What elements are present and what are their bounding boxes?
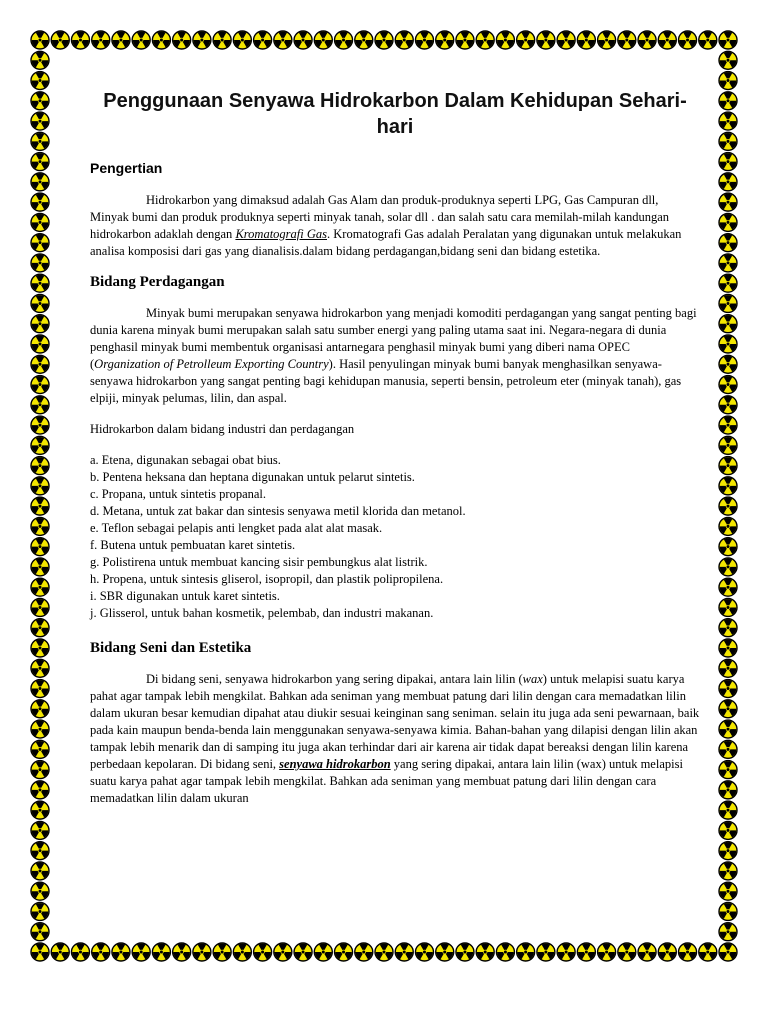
radiation-icon: [718, 860, 737, 880]
radiation-icon: [718, 110, 737, 130]
radiation-icon: [30, 90, 49, 110]
radiation-icon: [293, 29, 312, 49]
radiation-icon: [30, 597, 49, 617]
radiation-icon: [30, 536, 49, 556]
radiation-icon: [353, 29, 372, 49]
radiation-icon: [495, 29, 514, 49]
radiation-icon: [657, 29, 676, 49]
text-run: Di bidang seni, senyawa hidrokarbon yang sering dipakai, antara lain lilin (: [146, 672, 523, 686]
radiation-icon: [414, 941, 433, 961]
radiation-icon: [30, 759, 49, 779]
radiation-icon: [718, 617, 737, 637]
radiation-icon: [637, 941, 656, 961]
radiation-icon: [455, 941, 474, 961]
radiation-icon: [30, 880, 49, 900]
radiation-icon: [212, 941, 231, 961]
radiation-icon: [718, 718, 737, 738]
document-content: [90, 88, 700, 821]
radiation-icon: [374, 29, 393, 49]
radiation-icon: [30, 49, 49, 69]
radiation-icon: [30, 435, 49, 455]
radiation-icon: [30, 779, 49, 799]
radiation-icon: [30, 212, 49, 232]
text-run: Hidrokarbon yang dimaksud adalah Gas Alam dan produk-produknya seperti LPG, Gas Campuran dll, Minyak bumi dan produk produknya seperti minyak tanah, solar dll . dan salah satu cara memilah-milah kandungan hidrokarbon adaklah dengan: [90, 193, 670, 241]
radiation-icon: [30, 455, 49, 475]
radiation-icon: [556, 29, 575, 49]
list-item: g. Polistirena untuk membuat kancing sisir pembungkus alat listrik.: [90, 555, 428, 569]
radiation-icon: [90, 29, 109, 49]
radiation-icon: [718, 901, 737, 921]
paragraph-industri: Hidrokarbon dalam bidang industri dan perdagangan: [90, 422, 355, 436]
radiation-icon: [475, 29, 494, 49]
radiation-icon: [30, 333, 49, 353]
radiation-icon: [30, 131, 49, 151]
radiation-icon: [151, 941, 170, 961]
radiation-icon: [333, 941, 352, 961]
radiation-icon: [30, 495, 49, 515]
paragraph-pengertian: [90, 192, 700, 260]
paragraph-seni: [90, 671, 700, 807]
list-item: d. Metana, untuk zat bakar dan sintesis senyawa metil klorida dan metanol.: [90, 504, 466, 518]
radiation-icon: [718, 29, 737, 49]
radiation-icon: [111, 941, 130, 961]
radiation-icon: [30, 110, 49, 130]
text-run: ). Hasil penyulingan minyak bumi banyak menghasilkan senyawa-senyawa hidrokarbon yang sangat penting bagi kehidupan manusia, seperti bensin, petroleum eter (minyak tanah), gas elpiji, minyak pelumas, lilin, dan aspal.: [90, 357, 682, 405]
text-run: . Kromatografi Gas adalah Peralatan yang digunakan untuk melakukan analisa komposisi dari gas yang dianalisis.dalam bidang perdagangan,bidang seni dan bidang estetika.: [90, 227, 682, 258]
radiation-icon: [535, 29, 554, 49]
radiation-icon: [30, 860, 49, 880]
radiation-icon: [30, 820, 49, 840]
radiation-icon: [313, 29, 332, 49]
radiation-icon: [718, 333, 737, 353]
radiation-icon: [718, 353, 737, 373]
radiation-icon: [718, 678, 737, 698]
radiation-icon: [30, 171, 49, 191]
paragraph-perdagangan: [90, 305, 700, 407]
list-item: c. Propana, untuk sintetis propanal.: [90, 487, 267, 501]
radiation-icon: [718, 313, 737, 333]
radiation-icon: [596, 29, 615, 49]
radiation-icon: [30, 293, 49, 313]
radiation-icon: [272, 29, 291, 49]
radiation-icon: [30, 414, 49, 434]
radiation-icon: [718, 779, 737, 799]
radiation-icon: [677, 29, 696, 49]
radiation-icon: [30, 151, 49, 171]
radiation-icon: [30, 698, 49, 718]
opec-name: Organization of Petrolleum Exporting Country: [94, 357, 329, 371]
radiation-icon: [637, 29, 656, 49]
radiation-icon: [718, 698, 737, 718]
radiation-icon: [70, 29, 89, 49]
radiation-icon: [718, 637, 737, 657]
radiation-icon: [30, 556, 49, 576]
radiation-icon: [718, 657, 737, 677]
radiation-icon: [718, 475, 737, 495]
radiation-icon: [30, 678, 49, 698]
radiation-icon: [495, 941, 514, 961]
radiation-icon: [718, 212, 737, 232]
link-kromatografi-gas[interactable]: Kromatografi Gas: [235, 227, 328, 241]
radiation-icon: [718, 941, 737, 961]
radiation-icon: [30, 394, 49, 414]
radiation-icon: [30, 353, 49, 373]
radiation-icon: [718, 191, 737, 211]
radiation-icon: [718, 171, 737, 191]
radiation-icon: [353, 941, 372, 961]
radiation-icon: [576, 941, 595, 961]
radiation-icon: [718, 921, 737, 941]
radiation-icon: [50, 941, 69, 961]
radiation-icon: [718, 252, 737, 272]
radiation-icon: [30, 516, 49, 536]
radiation-icon: [718, 151, 737, 171]
list-item: h. Propena, untuk sintesis gliserol, isopropil, dan plastik polipropilena.: [90, 572, 444, 586]
radiation-icon: [718, 536, 737, 556]
radiation-icon: [616, 29, 635, 49]
radiation-icon: [718, 820, 737, 840]
radiation-icon: [718, 414, 737, 434]
radiation-icon: [30, 718, 49, 738]
radiation-icon: [394, 941, 413, 961]
radiation-icon: [718, 495, 737, 515]
radiation-icon: [30, 272, 49, 292]
radiation-icon: [718, 293, 737, 313]
page-title: Penggunaan Senyawa Hidrokarbon Dalam Kehidupan Sehari-hari: [103, 90, 687, 138]
radiation-icon: [515, 941, 534, 961]
radiation-icon: [30, 921, 49, 941]
radiation-icon: [434, 29, 453, 49]
radiation-icon: [293, 941, 312, 961]
list-item: j. Glisserol, untuk bahan kosmetik, pelembab, dan industri makanan.: [90, 606, 434, 620]
radiation-icon: [718, 516, 737, 536]
radiation-icon: [252, 941, 271, 961]
radiation-icon: [718, 576, 737, 596]
radiation-icon: [434, 941, 453, 961]
radiation-icon: [718, 394, 737, 414]
radiation-icon: [718, 739, 737, 759]
radiation-icon: [30, 252, 49, 272]
radiation-icon: [50, 29, 69, 49]
heading-seni: Bidang Seni dan Estetika: [90, 640, 252, 656]
radiation-icon: [90, 941, 109, 961]
radiation-icon: [718, 49, 737, 69]
radiation-icon: [475, 941, 494, 961]
list-item: a. Etena, digunakan sebagai obat bius.: [90, 453, 281, 467]
radiation-icon: [30, 657, 49, 677]
radiation-icon: [657, 941, 676, 961]
radiation-icon: [718, 840, 737, 860]
radiation-icon: [616, 941, 635, 961]
radiation-icon: [30, 191, 49, 211]
radiation-icon: [111, 29, 130, 49]
radiation-icon: [576, 29, 595, 49]
radiation-icon: [313, 941, 332, 961]
list-item: b. Pentena heksana dan heptana digunakan untuk pelarut sintetis.: [90, 470, 415, 484]
radiation-icon: [394, 29, 413, 49]
radiation-icon: [30, 232, 49, 252]
radiation-icon: [30, 637, 49, 657]
radiation-icon: [535, 941, 554, 961]
radiation-icon: [131, 29, 150, 49]
radiation-icon: [252, 29, 271, 49]
radiation-icon: [30, 475, 49, 495]
radiation-icon: [191, 29, 210, 49]
radiation-icon: [30, 617, 49, 637]
radiation-icon: [212, 29, 231, 49]
radiation-icon: [515, 29, 534, 49]
radiation-icon: [30, 901, 49, 921]
heading-pengertian: Pengertian: [90, 160, 163, 176]
radiation-icon: [718, 131, 737, 151]
radiation-icon: [718, 272, 737, 292]
radiation-icon: [30, 70, 49, 90]
radiation-icon: [30, 374, 49, 394]
radiation-icon: [697, 941, 716, 961]
radiation-icon: [70, 941, 89, 961]
radiation-icon: [30, 799, 49, 819]
radiation-icon: [30, 739, 49, 759]
link-senyawa-hidrokarbon[interactable]: senyawa hidrokarbon: [279, 757, 391, 771]
radiation-icon: [718, 90, 737, 110]
heading-perdagangan: Bidang Perdagangan: [90, 274, 225, 290]
radiation-icon: [30, 313, 49, 333]
radiation-icon: [272, 941, 291, 961]
radiation-icon: [718, 70, 737, 90]
radiation-icon: [718, 880, 737, 900]
radiation-icon: [30, 29, 49, 49]
radiation-icon: [333, 29, 352, 49]
list-item: e. Teflon sebagai pelapis anti lengket pada alat alat masak.: [90, 521, 383, 535]
list-item: i. SBR digunakan untuk karet sintetis.: [90, 589, 280, 603]
radiation-icon: [718, 759, 737, 779]
radiation-icon: [677, 941, 696, 961]
radiation-icon: [131, 941, 150, 961]
radiation-icon: [171, 29, 190, 49]
radiation-icon: [556, 941, 575, 961]
radiation-icon: [414, 29, 433, 49]
radiation-icon: [30, 941, 49, 961]
radiation-icon: [718, 232, 737, 252]
radiation-icon: [718, 556, 737, 576]
radiation-icon: [718, 455, 737, 475]
radiation-icon: [697, 29, 716, 49]
radiation-icon: [232, 29, 251, 49]
radiation-icon: [718, 597, 737, 617]
radiation-icon: [718, 799, 737, 819]
radiation-icon: [232, 941, 251, 961]
text-run: Minyak bumi merupakan senyawa hidrokarbon yang menjadi komoditi perdagangan yang sangat penting bagi dunia karena minyak bumi merupakan salah satu sumber energi yang paling utama saat ini. Negara-negara di dunia penghasil minyak bumi membentuk organisasi antarnegara penghasil minyak bumi yang diberi nama OPEC (: [90, 306, 697, 371]
radiation-icon: [596, 941, 615, 961]
radiation-icon: [171, 941, 190, 961]
radiation-icon: [30, 576, 49, 596]
radiation-icon: [374, 941, 393, 961]
industry-list: [90, 452, 700, 622]
text-run: yang sering dipakai, antara lain lilin (wax) untuk melapisi suatu karya pahat agar tampak lebih mengkilat. Bahkan ada seniman yang membuat patung dari lilin dengan cara memadatkan lilin dalam ukuran: [90, 757, 683, 805]
radiation-icon: [151, 29, 170, 49]
list-item: f. Butena untuk pembuatan karet sintetis.: [90, 538, 296, 552]
text-run: ) untuk melapisi suatu karya pahat agar tampak lebih mengkilat. Bahkan ada seniman yang membuat patung dari lilin dengan cara memadatkan lilin dalam ukuran besar kemudian dipahat atau diukir sesuai keinginan sang seniman. selain itu juga ada seni pewarnaan, baik pada kain maupun benda-benda lain menggunakan senyawa-senyawa kimia. Bahan-bahan yang dilapisi dengan lilin akan tampak lebih menarik dan di samping itu juga akan terhindar dari air karena air tidak dapat bereaksi dengan lilin karena perbedaan kepolaran. Di bidang seni,: [90, 672, 700, 771]
radiation-icon: [191, 941, 210, 961]
radiation-icon: [30, 840, 49, 860]
radiation-icon: [718, 374, 737, 394]
wax-term: wax: [522, 672, 543, 686]
radiation-icon: [455, 29, 474, 49]
radiation-icon: [718, 435, 737, 455]
